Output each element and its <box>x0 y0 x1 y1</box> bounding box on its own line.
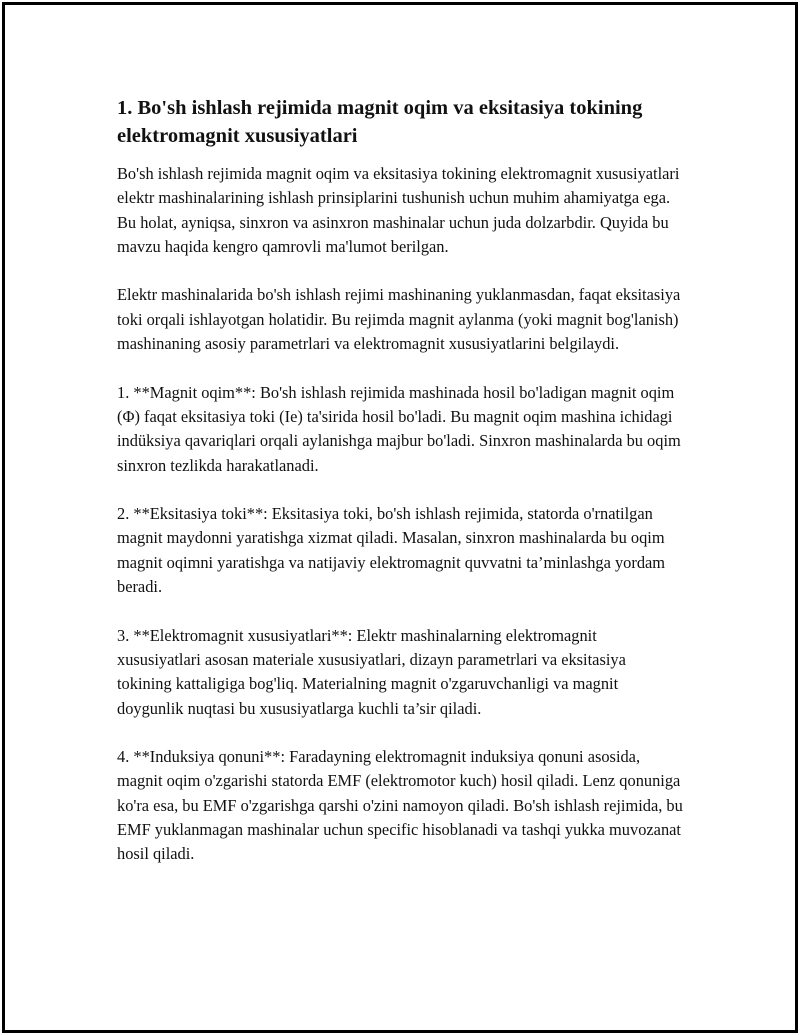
document-body <box>117 94 683 891</box>
paragraph-idle-mode: Elektr mashinalarida bo'sh ishlash rejimi mashinaning yuklanmasdan, faqat eksitasiya toki orqali ishlayotgan holatidir. Bu rejimda magnit aylanma (yoki magnit bog'lanish) mashinaning asosiy parametrlari va elektromagnit xususiyatlarini belgilaydi. <box>117 285 681 354</box>
section-heading: 1. Bo'sh ishlash rejimida magnit oqim va eksitasiya tokining elektromagnit xususiyatlari <box>117 97 643 147</box>
paragraph-excitation-current: 2. **Eksitasiya toki**: Eksitasiya toki, bo'sh ishlash rejimida, statorda o'rnatilgan magnit maydonni yaratishga xizmat qiladi. Masalan, sinxron mashinalarda bu oqim magnit oqimni yaratishga va natijaviy elektromagnit quvvatni ta’minlashga yordam beradi. <box>117 504 666 597</box>
paragraph-induction-law: 4. **Induksiya qonuni**: Faradayning elektromagnit induksiya qonuni asosida, magnit oqim o'zgarishi statorda EMF (elektromotor kuch) hosil qiladi. Lenz qonuniga ko'ra esa, bu EMF o'zgarishga qarshi o'zini namoyon qiladi. Bo'sh ishlash rejimida, bu EMF yuklanmagan mashinalar uchun specific hisoblanadi va tashqi yukka muvozanat hosil qiladi. <box>117 747 683 864</box>
paragraph-intro: Bo'sh ishlash rejimida magnit oqim va eksitasiya tokining elektromagnit xususiyatlari elektr mashinalarining ishlash prinsiplarini tushunish uchun muhim ahamiyatga ega. Bu holat, ayniqsa, sinxron va asinxron mashinalar uchun juda dolzarbdir. Quyida bu mavzu haqida kengro qamrovli ma'lumot berilgan. <box>117 164 680 256</box>
paragraph-electromagnetic-properties: 3. **Elektromagnit xususiyatlari**: Elektr mashinalarning elektromagnit xususiyatlari asosan materiale xususiyatlari, dizayn parametrlari va eksitasiya tokining kattaligiga bog'liq. Materialning magnit o'zgaruvchanligi va magnit doygunlik nuqtasi bu xususiyatlarga kuchli ta’sir qiladi. <box>117 625 626 718</box>
paragraph-magnetic-flux: 1. **Magnit oqim**: Bo'sh ishlash rejimida mashinada hosil bo'ladigan magnit oqim (Φ) faqat eksitasiya toki (Ie) ta'sirida hosil bo'ladi. Bu magnit oqim mashina ichidagi indüksiya qavariqlari orqali aylanishga majbur bo'ladi. Sinxron mashinalarda bu oqim sinxron tezlikda harakatlanadi. <box>117 382 681 475</box>
